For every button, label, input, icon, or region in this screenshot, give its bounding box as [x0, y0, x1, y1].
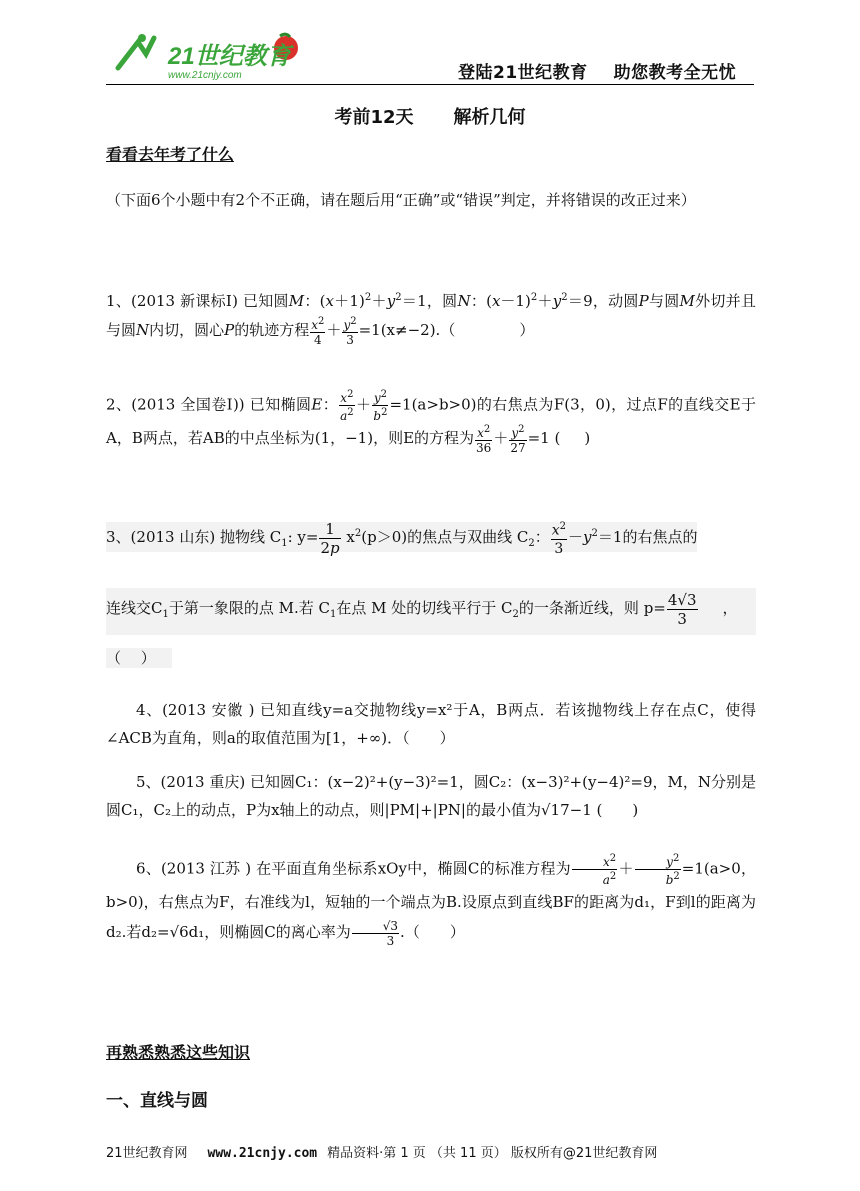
title-left: 考前12天	[334, 107, 414, 128]
question-3-continued: 连线交$C_1$于第一象限的点 M.若 $C_1$在点 M 处的切线平行于 $C_2$的一条渐近线，则 p= $\frac{4√3}{3}$ ，	[106, 588, 756, 635]
title-right: 解析几何	[453, 107, 526, 128]
question-5: 5、(2013 重庆) 已知圆C₁：(x−2)²+(y−3)²=1，圆C₂：(x−3)²+(y−4)²=9，M，N分别是圆C₁，C₂上的动点，P为x轴上的动点，则|PM|+|PN|的最小值为√17−1 ( )	[106, 773, 756, 819]
page-title	[0, 103, 860, 129]
question-1: 1、(2013 新课标Ⅰ) 已知圆M：$(x+1)^2+y^2=1$，圆N：$(x-1)^2+y^2=9$，动圆P与圆M外切并且与圆N内切，圆心P的轨迹方程 $\frac{x^2}{4}$ ＋ $\frac{y^2}{3}$ =1(x≠−2).（ ）	[106, 292, 756, 347]
site-logo	[108, 32, 308, 80]
question-6: 6、(2013 江苏 ) 在平面直角坐标系xOy中，椭圆C的标准方程为 $\frac{x^2}{a^2}$ ＋ $\frac{y^2}{b^2}$ =1(a>0，b>0)，右焦点为F，右准线为l，短轴的一个端点为B.设原点到直线BF的距离为d₁，F到l的距离为d₂.若d₂=√6d₁，则椭圆C的离心率为 $\frac{√3}{3}$ .（ ）	[106, 853, 756, 948]
question-2: 2、(2013 全国卷Ⅰ)) 已知椭圆E： $\frac{x^2}{a^2}$ ＋ $\frac{y^2}{b^2}$ =1(a>b>0)的右焦点为F(3，0)，过点F的直线交E于A，B两点，若AB的中点坐标为(1，−1)，则E的方程为 $\frac{x^2}{36}$ ＋ $\frac{y^2}{27}$ =1 ( )	[106, 389, 756, 455]
logo-url: www.21cnjy.com	[168, 70, 242, 80]
header-slogan	[458, 58, 736, 83]
section-heading-knowledge: 再熟悉熟悉这些知识	[106, 1043, 251, 1062]
footer-pageinfo: 精品资料·第 1 页 （共 11 页） 版权所有@21世纪教育网	[327, 1146, 658, 1161]
footer-url[interactable]: www.21cnjy.com	[207, 1146, 318, 1161]
logo-text: 21世纪教育	[168, 43, 291, 70]
slogan-left: 登陆21世纪教育	[458, 63, 588, 83]
question-4: 4、(2013 安徽 ) 已知直线y=a交抛物线y=x²于A，B两点．若该抛物线上存在点C，使得∠ACB为直角，则a的取值范围为[1，+∞)．（ ）	[106, 701, 756, 747]
question-3-answer-blank: （ ）	[106, 648, 172, 668]
page-footer	[106, 1142, 657, 1161]
question-3: 3、(2013 山东) 抛物线 $C_1$: y= $\frac{1}{2p}$ $x^2(p>0)$的焦点与双曲线 $C_2$： $\frac{x^2}{3}$ $-y^2=1$的右焦点的	[106, 519, 698, 558]
header-divider	[106, 84, 754, 85]
intro-paragraph: （下面6个小题中有2个不正确，请在题后用“正确”或“错误”判定，并将错误的改正过来）	[106, 191, 696, 209]
section-heading-review: 看看去年考了什么	[106, 145, 235, 164]
subsection-line-and-circle: 一、直线与圆	[106, 1091, 208, 1111]
footer-site: 21世纪教育网	[106, 1146, 188, 1161]
slogan-right: 助您教考全无忧	[613, 63, 737, 83]
